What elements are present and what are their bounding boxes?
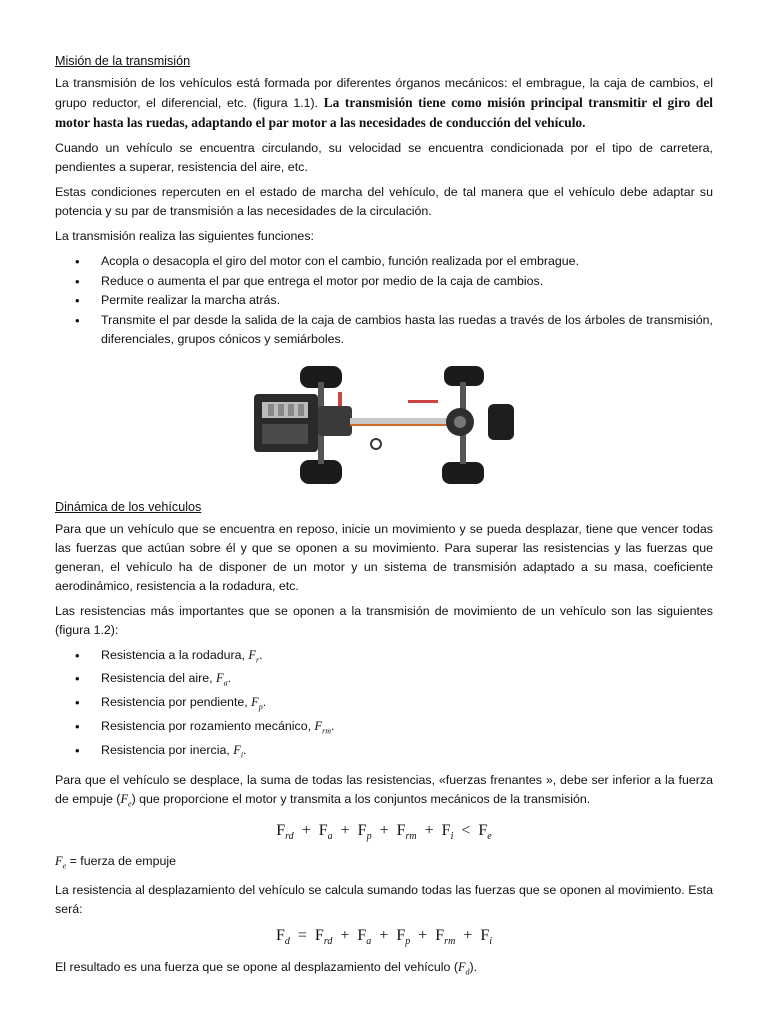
section-title-dinamica: Dinámica de los vehículos bbox=[55, 499, 202, 514]
list-item: • Resistencia del aire, $F_a$. bbox=[55, 669, 713, 693]
paragraph-emphasis: La transmisión tiene como misión principal transmitir el giro del motor hasta las ruedas, adaptando el par motor a las necesidades de conducción del vehículo. bbox=[55, 95, 713, 130]
paragraph: El resultado es una fuerza que se opone al desplazamiento del vehículo $(F_d)$. bbox=[55, 959, 478, 977]
list-item: • Permite realizar la marcha atrás. bbox=[55, 291, 713, 311]
functions-list bbox=[55, 252, 713, 350]
paragraph: La resistencia al desplazamiento del vehículo se calcula sumando todas las fuerzas que se oponen al movimiento. Esta será: bbox=[55, 883, 713, 917]
paragraph: Estas condiciones repercuten en el estado de marcha del vehículo, de tal manera que el vehículo debe adaptar su potencia y su par de transmisión a las necesidades de la circulación. bbox=[55, 185, 713, 218]
drivetrain-illustration bbox=[248, 364, 520, 486]
drivetrain-figure bbox=[55, 364, 713, 486]
formula-text: $F_{rd}$ + $F_a$ + $F_p$ + $F_{rm}$ + $F_i$ < $F_e$ bbox=[276, 821, 492, 842]
paragraph: Las resistencias más importantes que se oponen a la transmisión de movimiento de un vehículo son las siguientes (figura 1.2): bbox=[55, 603, 713, 637]
definition: $F_e$ = fuerza de empuje bbox=[55, 854, 177, 871]
list-item: • Acopla o desacopla el giro del motor con el cambio, función realizada por el embrague. bbox=[55, 252, 713, 272]
list-item: • Resistencia por pendiente, $F_p$. bbox=[55, 693, 713, 717]
section-dinamica bbox=[55, 500, 713, 982]
resistances-list bbox=[55, 646, 713, 766]
driveshaft bbox=[350, 418, 448, 424]
exhaust-box bbox=[488, 404, 514, 440]
gearbox bbox=[318, 406, 352, 436]
formula-inequality bbox=[55, 822, 713, 842]
list-item: • Resistencia por rozamiento mecánico, $F_{rm}$. bbox=[55, 717, 713, 741]
paragraph: La transmisión realiza las siguientes funciones: bbox=[55, 229, 314, 243]
list-item: • Transmite el par desde la salida de la caja de cambios hasta las ruedas a través de los árboles de transmisión, diferenciales, grupos cónicos y semiárboles. bbox=[55, 311, 713, 350]
list-item: • Reduce o aumenta el par que entrega el motor por medio de la caja de cambios. bbox=[55, 272, 713, 292]
paragraph: Para que un vehículo que se encuentra en reposo, inicie un movimiento y se pueda desplazar, tiene que vencer todas las fuerzas que actúan sobre él y que se oponen a su movimiento. Para superar las resistencias y las fuerzas que generan, el vehículo ha de disponer de un motor y un sistema de transmisión adaptado a su masa, coeficiente aerodinámico, resistencia a la rodadura, etc. bbox=[55, 521, 713, 593]
wheel-rear-right bbox=[442, 462, 484, 484]
paragraph bbox=[55, 74, 713, 133]
formula-text: $F_d$ = $F_{rd}$ + $F_a$ + $F_p$ + $F_{rm}$ + $F_i$ bbox=[275, 927, 493, 948]
paragraph: Para que el vehículo se desplace, la suma de todas las resistencias, «fuerzas frenantes », debe ser inferior a la fuerza de empuje $(F_e)$ que proporcione el motor y transmita a los conjuntos mecánicos de la transmisión. bbox=[55, 773, 713, 809]
paragraph: Cuando un vehículo se encuentra circulando, su velocidad se encuentra condicionada por el tipo de carretera, pendientes a superar, resistencia del aire, etc. bbox=[55, 141, 713, 174]
formula-sum bbox=[55, 927, 713, 947]
list-item: • Resistencia a la rodadura, $F_r$. bbox=[55, 646, 713, 670]
paragraph-text: La transmisión de los vehículos está formada por diferentes órganos mecánicos: el embrague, la caja de cambios, el grupo reductor, el diferencial, etc. (figura 1.1). bbox=[55, 76, 713, 110]
list-item: • Resistencia por inercia, $F_i$. bbox=[55, 741, 713, 765]
section-title-mision: Misión de la transmisión bbox=[55, 54, 191, 68]
